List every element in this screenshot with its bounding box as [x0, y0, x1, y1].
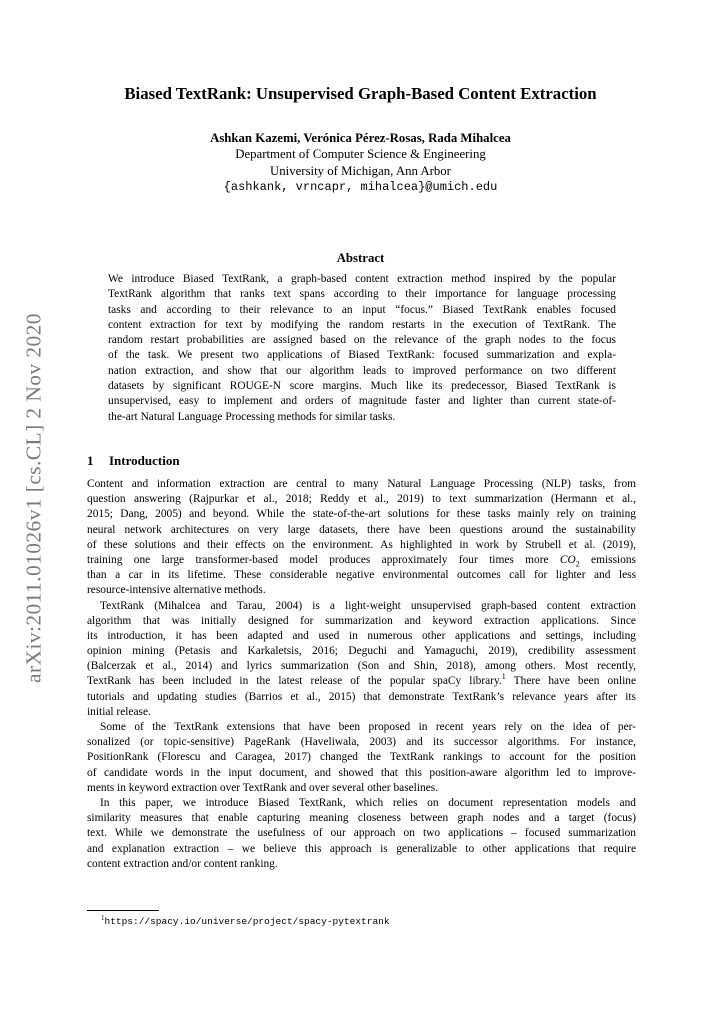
body-line-footnote — [87, 674, 636, 689]
body-line: Content and information extraction are central to many Natural Language Processing (NLP) tasks, from — [87, 478, 636, 490]
abstract-line: of the task. We present two applications of Biased TextRank: focused summarization and expla- — [108, 349, 616, 362]
arxiv-identifier-text: arXiv:2011.01026v1 [cs.CL] 2 Nov 2020 — [21, 313, 46, 683]
body-line: content extraction and/or content ranking. — [87, 857, 278, 870]
author-names: Ashkan Kazemi, Verónica Pérez-Rosas, Rada Mihalcea — [210, 131, 511, 145]
body-line: question answering (Rajpurkar et al., 2018; Reddy et al., 2019) to text summarization (Hermann et al., — [87, 493, 636, 506]
body-line: Some of the TextRank extensions that have been proposed in recent years rely on the idea of per- — [100, 721, 636, 733]
section-title: Introduction — [109, 453, 180, 468]
abstract-body — [108, 272, 616, 425]
body-line: algorithm that was initially designed for summarization and keyword extraction applications. Since — [87, 614, 636, 627]
co2-variable: CO — [559, 553, 576, 566]
abstract-line: unsupervised, easy to implement and orders of magnitude faster and lighter than current state-of- — [108, 395, 616, 408]
body-line: In this paper, we introduce Biased TextRank, which relies on document representation models and — [100, 796, 636, 809]
co2-formula — [559, 553, 580, 569]
body-line: opinion mining (Petasis and Karkaletsis, 2016; Deguchi and Yamaguchi, 2019), credibility assessment — [87, 645, 636, 658]
abstract-line: the-art Natural Language Processing methods for similar tasks. — [108, 410, 396, 423]
author-department: Department of Computer Science & Engineering — [235, 147, 486, 162]
abstract-line: TextRank algorithm that ranks text spans according to their importance for language processing — [108, 288, 616, 301]
author-university: University of Michigan, Ann Arbor — [270, 163, 451, 178]
body-line: text. While we demonstrate the usefulness of our approach on two applications – focused summarization — [87, 827, 636, 840]
body-line: PositionRank (Florescu and Caragea, 2017) changed the TextRank rankings to account for the position — [87, 751, 636, 764]
body-line: (Balcerzak et al., 2014) and lyrics summarization (Son and Shin, 2018), among others. Most recently, — [87, 660, 636, 673]
body-line: similarity measures that enable capturing meaning closeness between graph nodes and a target (focus) — [87, 812, 636, 825]
footnote — [101, 914, 390, 927]
footnote-url[interactable]: https://spacy.io/universe/project/spacy-pytextrank — [104, 916, 390, 928]
body-line: initial release. — [87, 705, 151, 718]
body-line: ments in keyword extraction over TextRank and over several other baselines. — [87, 781, 439, 794]
footnote-marker[interactable]: 1 — [501, 672, 506, 682]
section-number: 1 — [87, 453, 94, 468]
paper-title: Biased TextRank: Unsupervised Graph-Based Content Extraction — [124, 84, 597, 103]
body-line: its introduction, it has been adapted and used in numerous other applications and settings, including — [87, 629, 636, 642]
abstract-line: tasks and according to their relevance to an input “focus.” Biased TextRank enables focused — [108, 303, 616, 316]
abstract-heading: Abstract — [336, 251, 385, 265]
co2-sentence-end: emissions — [579, 553, 636, 566]
abstract-line: random restart probabilities are assigned based on the relevance of the graph nodes to the focus — [108, 334, 616, 347]
abstract-line: We introduce Biased TextRank, a graph-based content extraction method inspired by the popular — [108, 273, 616, 285]
footnote-sentence: TextRank has been included in the latest release of the popular spaCy library. — [87, 675, 502, 688]
body-line: sonalized (or topic-sensitive) PageRank (Haveliwala, 2003) and its successor algorithms. For instance, — [87, 736, 636, 749]
co2-sentence-start: training one large transformer-based model produces approximately four times more — [87, 553, 560, 566]
abstract-line: content extraction for text by modifying the random restarts in the execution of TextRank. The — [108, 318, 616, 331]
body-line: of these solutions and their effects on the environment. As highlighted in work by Strubell et al. (2019), — [87, 538, 636, 551]
footnote-sentence-end: There have been online — [505, 675, 636, 688]
body-line: TextRank (Mihalcea and Tarau, 2004) is a light-weight unsupervised graph-based content extraction — [100, 599, 636, 612]
co2-subscript: 2 — [575, 559, 580, 569]
section-heading — [87, 453, 180, 469]
body-line: 2015; Dang, 2005) and beyond. While the state-of-the-art solutions for these tasks mainly rely on training — [87, 508, 636, 521]
body-line: resource-intensive alternative methods. — [87, 584, 266, 597]
arxiv-identifier-stamp — [4, 313, 64, 683]
introduction-body — [87, 477, 636, 872]
body-line: neural network architectures on very large datasets, there have been questions around the sustainability — [87, 523, 636, 536]
footnote-divider — [87, 910, 159, 911]
abstract-line: datasets by significant ROUGE-N score margins. Much like its predecessor, Biased TextRank is — [108, 380, 616, 393]
author-emails: {ashkank, vrncapr, mihalcea}@umich.edu — [223, 180, 498, 195]
body-line: and explanation extraction – we believe this approach is generalizable to other applications that require — [87, 842, 636, 855]
body-line-co2 — [87, 553, 636, 568]
body-line: of candidate words in the input document, and showed that this position-aware algorithm led to improve- — [87, 766, 636, 779]
abstract-line: nation extraction, and show that our algorithm leads to improved performance on two different — [108, 364, 616, 377]
body-line: tutorials and updating studies (Barrios et al., 2015) that demonstrate TextRank’s relevance years after its — [87, 690, 636, 703]
body-line: than a car in its lifetime. These considerable negative environmental outcomes call for lighter and less — [87, 569, 636, 582]
author-block — [0, 130, 721, 196]
footnote-number: 1 — [101, 914, 105, 922]
